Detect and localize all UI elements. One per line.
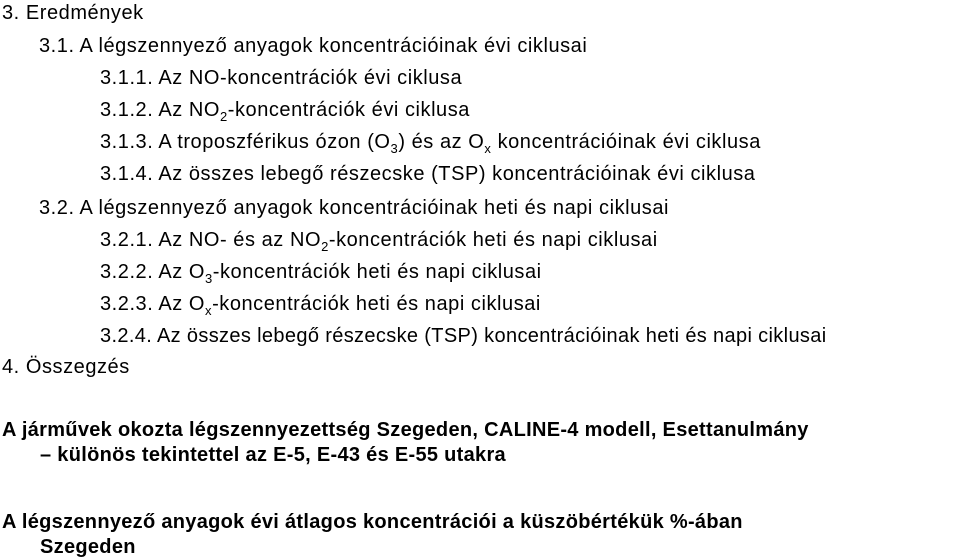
toc-section-3-2-2: 3.2.2. Az $O_3$-koncentrációk heti és napi ciklusai xyxy=(100,261,542,286)
toc-section-3-1-1: 3.1.1. Az NO-koncentrációk évi ciklusa xyxy=(100,67,463,89)
toc-section-3-2-3: 3.2.3. Az $O_x$-koncentrációk heti és napi ciklusai xyxy=(100,293,541,318)
heading-vehicle-pollution-line1: A járművek okozta légszennyezettség Szegeden, CALINE-4 modell, Esettanulmány xyxy=(2,419,809,441)
toc-section-3-1-2: 3.1.2. Az $NO_2$-koncentrációk évi ciklusa xyxy=(100,99,470,124)
heading-annual-concentrations-line1: A légszennyező anyagok évi átlagos koncentrációi a küszöbértékük %-ában xyxy=(2,511,743,533)
heading-annual-concentrations-line2: Szegeden xyxy=(40,536,136,558)
toc-section-3-2-1: 3.2.1. Az NO- és az $NO_2$-koncentrációk heti és napi ciklusai xyxy=(100,229,658,254)
toc-section-3-2: 3.2. A légszennyező anyagok koncentrációinak heti és napi ciklusai xyxy=(39,197,670,219)
toc-section-3-2-4: 3.2.4. Az összes lebegő részecske (TSP) koncentrációinak heti és napi ciklusai xyxy=(100,325,827,347)
toc-section-3-1-3: 3.1.3. A troposzférikus ózon $(O_3)$ és az $O_x$ koncentrációinak évi ciklusa xyxy=(100,131,761,156)
toc-section-4: 4. Összegzés xyxy=(2,356,130,378)
heading-vehicle-pollution-line2: – különös tekintettel az E-5, E-43 és E-55 utakra xyxy=(40,444,506,466)
toc-section-3: 3. Eredmények xyxy=(2,2,144,24)
toc-section-3-1-4: 3.1.4. Az összes lebegő részecske (TSP) koncentrációinak évi ciklusa xyxy=(100,163,756,185)
toc-section-3-1: 3.1. A légszennyező anyagok koncentrációinak évi ciklusai xyxy=(39,35,588,57)
